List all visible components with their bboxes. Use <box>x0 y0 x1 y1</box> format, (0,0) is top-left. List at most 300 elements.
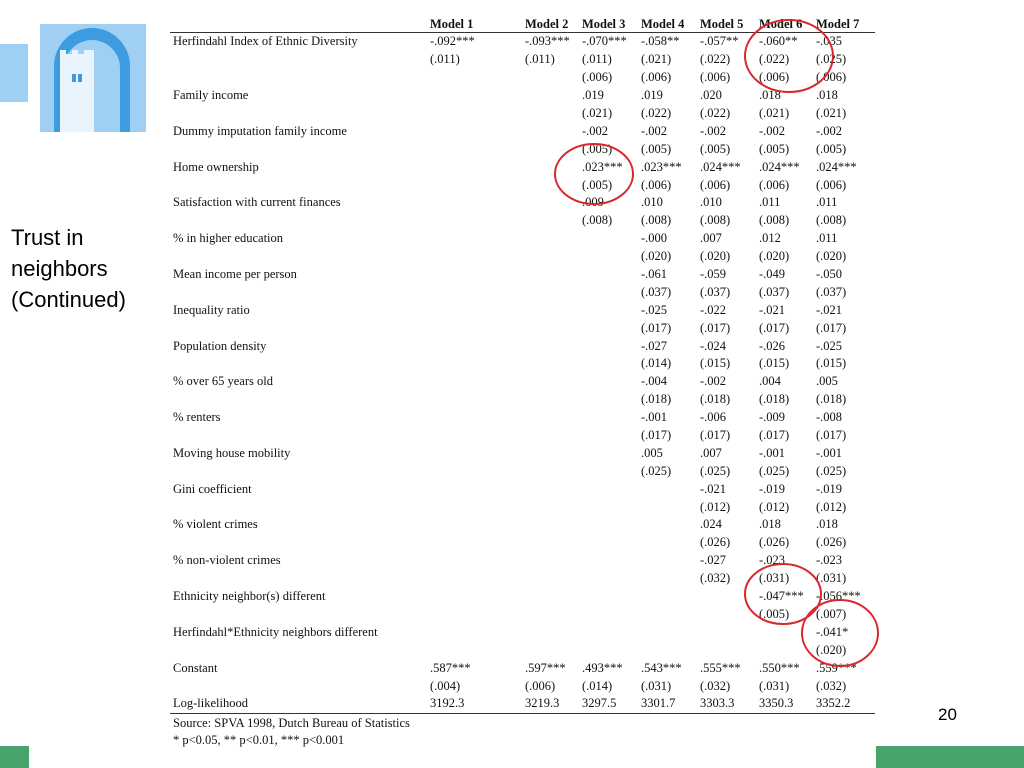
coefficient-cell <box>426 516 521 534</box>
coefficient-cell: -.056*** <box>816 589 861 604</box>
coefficient-cell <box>521 516 578 534</box>
coefficient-cell: (.005) <box>582 141 613 156</box>
coefficient-cell: -.006 <box>700 410 727 425</box>
coefficient-cell: (.025) <box>700 463 731 478</box>
table-row <box>170 266 875 284</box>
variable-label <box>170 212 426 230</box>
coefficient-cell <box>578 266 637 284</box>
coefficient-cell <box>578 606 637 624</box>
coefficient-cell <box>637 641 696 659</box>
coefficient-cell <box>426 606 521 624</box>
coefficient-cell <box>637 516 696 534</box>
coefficient-cell <box>521 498 578 516</box>
variable-label <box>170 283 426 301</box>
table-row <box>170 391 875 409</box>
coefficient-cell <box>578 355 637 373</box>
coefficient-cell <box>426 283 521 301</box>
coefficient-cell <box>521 444 578 462</box>
variable-label <box>170 677 426 695</box>
coefficient-cell <box>426 427 521 445</box>
coefficient-cell <box>426 248 521 266</box>
coefficient-cell <box>426 462 521 480</box>
coefficient-cell: .019 <box>641 88 663 103</box>
variable-label: Log-likelihood <box>170 695 426 713</box>
table-row <box>170 623 875 641</box>
coefficient-cell <box>426 623 521 641</box>
coefficient-cell: -.024 <box>700 338 727 353</box>
variable-label <box>170 248 426 266</box>
coefficient-cell: (.006) <box>525 678 556 693</box>
variable-label: Gini coefficient <box>173 481 252 496</box>
coefficient-cell: .004 <box>759 374 781 389</box>
coefficient-cell <box>521 606 578 624</box>
coefficient-cell: (.021) <box>582 106 613 120</box>
coefficient-cell: (.011) <box>525 52 555 67</box>
coefficient-cell: 3301.7 <box>637 695 696 713</box>
variable-label <box>170 641 426 659</box>
coefficient-cell: .018 <box>759 517 781 532</box>
coefficient-cell: -.070*** <box>582 34 627 49</box>
variable-label: Ethnicity neighbor(s) different <box>173 589 326 604</box>
coefficient-cell <box>637 498 696 516</box>
variable-label: % non-violent crimes <box>173 553 281 568</box>
coefficient-cell: .018 <box>759 88 781 103</box>
coefficient-cell <box>578 462 637 480</box>
coefficient-cell <box>755 623 812 641</box>
coefficient-cell: .018 <box>816 517 838 532</box>
table-row <box>170 373 875 391</box>
table-notes <box>173 715 410 749</box>
slide-title-line: neighbors <box>11 256 108 281</box>
slide-title-line: (Continued) <box>11 287 126 312</box>
coefficient-cell <box>426 391 521 409</box>
coefficient-cell: (.031) <box>759 571 790 586</box>
table-row <box>170 122 875 140</box>
coefficient-cell: (.020) <box>641 249 672 264</box>
coefficient-cell <box>521 194 578 212</box>
coefficient-cell <box>426 176 521 194</box>
coefficient-cell <box>637 480 696 498</box>
coefficient-cell: 3219.3 <box>521 695 578 713</box>
coefficient-cell: .011 <box>816 195 838 210</box>
coefficient-cell: (.006) <box>641 70 672 85</box>
coefficient-cell: .007 <box>700 231 722 246</box>
header-model: Model 7 <box>812 17 875 33</box>
coefficient-cell <box>637 588 696 606</box>
table-row <box>170 570 875 588</box>
variable-label: Inequality ratio <box>173 302 250 317</box>
table-row <box>170 194 875 212</box>
coefficient-cell <box>521 230 578 248</box>
coefficient-cell: -.002 <box>700 374 727 389</box>
variable-label <box>170 105 426 123</box>
variable-label: Dummy imputation family income <box>173 123 347 138</box>
table-row <box>170 319 875 337</box>
coefficient-cell: (.037) <box>759 284 790 299</box>
coefficient-cell: .587*** <box>430 660 471 675</box>
coefficient-cell <box>521 641 578 659</box>
variable-label <box>170 570 426 588</box>
coefficient-cell: (.004) <box>430 678 461 693</box>
coefficient-cell <box>578 248 637 266</box>
coefficient-cell <box>426 641 521 659</box>
variable-label <box>170 176 426 194</box>
coefficient-cell: (.037) <box>816 284 847 299</box>
coefficient-cell: -.061 <box>641 267 668 282</box>
footer-bar-right <box>876 746 1024 768</box>
coefficient-cell: (.017) <box>700 320 731 335</box>
header-model: Model 6 <box>755 17 812 33</box>
coefficient-cell: .555*** <box>700 660 741 675</box>
coefficient-cell: (.006) <box>816 177 847 192</box>
coefficient-cell: .024*** <box>700 159 741 174</box>
table-row <box>170 87 875 105</box>
coefficient-cell: (.005) <box>816 141 847 156</box>
coefficient-cell <box>696 606 755 624</box>
coefficient-cell: 3352.2 <box>812 695 875 713</box>
coefficient-cell: -.021 <box>759 302 786 317</box>
coefficient-cell <box>521 283 578 301</box>
table-row <box>170 659 875 677</box>
coefficient-cell: -.001 <box>759 445 786 460</box>
variable-label <box>170 498 426 516</box>
coefficient-cell <box>521 158 578 176</box>
coefficient-cell <box>426 355 521 373</box>
coefficient-cell <box>521 87 578 105</box>
coefficient-cell <box>578 391 637 409</box>
coefficient-cell: .011 <box>816 231 838 246</box>
variable-label: Moving house mobility <box>173 445 291 460</box>
coefficient-cell: (.006) <box>700 177 731 192</box>
coefficient-cell: -.002 <box>582 123 609 138</box>
coefficient-cell: .019 <box>582 88 604 103</box>
coefficient-cell <box>521 122 578 140</box>
header-model: Model 2 <box>521 17 578 33</box>
coefficient-cell: (.006) <box>759 70 790 85</box>
coefficient-cell: 3192.3 <box>426 695 521 713</box>
header-model: Model 4 <box>637 17 696 33</box>
table-row <box>170 677 875 695</box>
coefficient-cell: -.000 <box>641 231 668 246</box>
coefficient-cell <box>521 552 578 570</box>
table-row <box>170 462 875 480</box>
coefficient-cell: (.017) <box>759 428 790 443</box>
coefficient-cell <box>578 552 637 570</box>
variable-label: Satisfaction with current finances <box>173 195 341 210</box>
coefficient-cell: -.035 <box>816 34 843 49</box>
coefficient-cell: (.006) <box>816 70 847 85</box>
coefficient-cell <box>696 623 755 641</box>
coefficient-cell <box>426 570 521 588</box>
coefficient-cell: -.057** <box>700 34 739 49</box>
variable-label: Family income <box>173 88 249 103</box>
footer-bar-left <box>0 746 29 768</box>
coefficient-cell <box>578 409 637 427</box>
coefficient-cell: (.018) <box>816 392 847 407</box>
coefficient-cell: (.008) <box>641 213 672 228</box>
coefficient-cell <box>521 570 578 588</box>
variable-label: Herfindahl*Ethnicity neighbors different <box>173 624 378 639</box>
coefficient-cell: -.004 <box>641 374 668 389</box>
coefficient-cell <box>426 444 521 462</box>
coefficient-cell: (.017) <box>816 428 847 443</box>
coefficient-cell: (.020) <box>700 249 731 264</box>
coefficient-cell: (.014) <box>641 356 672 371</box>
variable-label <box>170 427 426 445</box>
coefficient-cell: -.001 <box>816 445 843 460</box>
coefficient-cell: (.012) <box>816 499 847 514</box>
coefficient-cell: -.023 <box>759 553 786 568</box>
coefficient-cell <box>521 373 578 391</box>
coefficient-cell <box>521 480 578 498</box>
coefficient-cell: .011 <box>759 195 781 210</box>
coefficient-cell <box>426 409 521 427</box>
coefficient-cell <box>521 409 578 427</box>
coefficient-cell: (.022) <box>759 52 790 67</box>
coefficient-cell: (.031) <box>816 571 847 586</box>
coefficient-cell <box>426 373 521 391</box>
coefficient-cell: .550*** <box>759 660 800 675</box>
table-row <box>170 498 875 516</box>
coefficient-cell: (.037) <box>700 284 731 299</box>
coefficient-cell: -.001 <box>641 410 668 425</box>
coefficient-cell: -.041* <box>816 624 849 639</box>
coefficient-cell: (.008) <box>759 213 790 228</box>
coefficient-cell <box>521 319 578 337</box>
coefficient-cell <box>521 427 578 445</box>
coefficient-cell <box>426 230 521 248</box>
coefficient-cell <box>521 337 578 355</box>
coefficient-cell <box>521 301 578 319</box>
coefficient-cell: -.002 <box>700 123 727 138</box>
coefficient-cell: (.007) <box>816 606 847 621</box>
coefficient-cell: (.026) <box>816 535 847 550</box>
coefficient-cell: .493*** <box>582 660 623 675</box>
coefficient-cell: (.012) <box>700 499 731 514</box>
table-row <box>170 51 875 69</box>
coefficient-cell <box>426 319 521 337</box>
coefficient-cell: -.049 <box>759 267 786 282</box>
coefficient-cell <box>521 212 578 230</box>
coefficient-cell: .024 <box>700 517 722 532</box>
coefficient-cell <box>578 534 637 552</box>
coefficient-cell: .023*** <box>641 159 682 174</box>
coefficient-cell: 3297.5 <box>578 695 637 713</box>
coefficient-cell: (.037) <box>641 284 672 299</box>
coefficient-cell: -.027 <box>641 338 668 353</box>
variable-label <box>170 606 426 624</box>
coefficient-cell: .597*** <box>525 660 566 675</box>
coefficient-cell: (.011) <box>430 52 460 67</box>
coefficient-cell <box>578 623 637 641</box>
table-row <box>170 355 875 373</box>
coefficient-cell <box>696 588 755 606</box>
table-row <box>170 33 875 51</box>
variable-label: Herfindahl Index of Ethnic Diversity <box>173 34 358 49</box>
coefficient-cell: (.025) <box>816 463 847 478</box>
coefficient-cell: (.017) <box>759 320 790 335</box>
tower-arch-logo-icon <box>0 14 150 134</box>
table-row <box>170 516 875 534</box>
coefficient-cell: (.032) <box>700 678 731 693</box>
coefficient-cell: -.002 <box>641 123 668 138</box>
coefficient-cell: .559*** <box>816 660 857 675</box>
coefficient-cell: (.026) <box>759 535 790 550</box>
coefficient-cell <box>521 462 578 480</box>
slide-title-line: Trust in <box>11 225 84 250</box>
coefficient-cell: -.059 <box>700 267 727 282</box>
coefficient-cell: .024*** <box>759 159 800 174</box>
coefficient-cell: (.018) <box>759 392 790 407</box>
coefficient-cell: (.021) <box>759 106 790 120</box>
coefficient-cell: (.006) <box>641 177 672 192</box>
table-row <box>170 641 875 659</box>
coefficient-cell <box>578 444 637 462</box>
coefficient-cell: (.008) <box>816 213 847 228</box>
table-row <box>170 409 875 427</box>
coefficient-cell: (.017) <box>641 320 672 335</box>
coefficient-cell: -.021 <box>700 481 727 496</box>
coefficient-cell: (.008) <box>582 213 613 228</box>
coefficient-cell: -.023 <box>816 553 843 568</box>
coefficient-cell: (.006) <box>700 70 731 85</box>
variable-label <box>170 391 426 409</box>
coefficient-cell: (.026) <box>700 535 731 550</box>
coefficient-cell <box>426 194 521 212</box>
coefficient-cell <box>578 480 637 498</box>
coefficient-cell: (.005) <box>641 141 672 156</box>
coefficient-cell <box>521 266 578 284</box>
coefficient-cell: -.019 <box>816 481 843 496</box>
coefficient-cell: (.005) <box>582 177 613 192</box>
coefficient-cell: (.020) <box>816 249 847 264</box>
coefficient-cell <box>578 498 637 516</box>
table-row <box>170 427 875 445</box>
coefficient-cell: .005 <box>816 374 838 389</box>
coefficient-cell <box>755 641 812 659</box>
table-header-row <box>170 17 875 33</box>
table-row <box>170 158 875 176</box>
coefficient-cell <box>578 427 637 445</box>
table-row <box>170 695 875 713</box>
coefficient-cell: (.022) <box>641 106 672 120</box>
table-row <box>170 283 875 301</box>
table-row <box>170 230 875 248</box>
coefficient-cell: -.002 <box>759 123 786 138</box>
coefficient-cell <box>521 140 578 158</box>
coefficient-cell <box>521 176 578 194</box>
coefficient-cell: (.025) <box>816 52 847 67</box>
coefficient-cell <box>426 588 521 606</box>
coefficient-cell: -.021 <box>816 302 843 317</box>
table-row <box>170 606 875 624</box>
coefficient-cell: .018 <box>816 88 838 103</box>
table-row <box>170 552 875 570</box>
coefficient-cell <box>521 588 578 606</box>
table-row <box>170 176 875 194</box>
coefficient-cell <box>578 337 637 355</box>
coefficient-cell: 3350.3 <box>755 695 812 713</box>
coefficient-cell: .543*** <box>641 660 682 675</box>
coefficient-cell: .020 <box>700 88 722 103</box>
coefficient-cell <box>578 588 637 606</box>
header-model: Model 3 <box>578 17 637 33</box>
significance-note: * p<0.05, ** p<0.01, *** p<0.001 <box>173 733 345 747</box>
coefficient-cell <box>521 105 578 123</box>
coefficient-cell: .010 <box>641 195 663 210</box>
coefficient-cell <box>578 301 637 319</box>
coefficient-cell <box>521 248 578 266</box>
variable-label <box>170 462 426 480</box>
coefficient-cell <box>637 570 696 588</box>
coefficient-cell: .023*** <box>582 159 623 174</box>
coefficient-cell: .024*** <box>816 159 857 174</box>
coefficient-cell <box>521 391 578 409</box>
coefficient-cell <box>426 480 521 498</box>
coefficient-cell: (.005) <box>700 141 731 156</box>
coefficient-cell: -.050 <box>816 267 843 282</box>
table-row <box>170 212 875 230</box>
table-row <box>170 588 875 606</box>
coefficient-cell: (.012) <box>759 499 790 514</box>
table-row <box>170 337 875 355</box>
coefficient-cell <box>578 570 637 588</box>
variable-label: % renters <box>173 410 221 425</box>
table-row <box>170 69 875 87</box>
table-row <box>170 480 875 498</box>
coefficient-cell <box>637 606 696 624</box>
variable-label <box>170 69 426 87</box>
coefficient-cell: (.032) <box>700 571 731 586</box>
coefficient-cell: (.006) <box>582 70 613 85</box>
coefficient-cell <box>426 266 521 284</box>
coefficient-cell: 3303.3 <box>696 695 755 713</box>
coefficient-cell <box>426 87 521 105</box>
coefficient-cell <box>578 641 637 659</box>
source-note: Source: SPVA 1998, Dutch Bureau of Statistics <box>173 716 410 730</box>
coefficient-cell: (.031) <box>759 678 790 693</box>
coefficient-cell <box>426 212 521 230</box>
table-body <box>170 33 875 714</box>
variable-label <box>170 51 426 69</box>
coefficient-cell <box>578 373 637 391</box>
coefficient-cell: (.025) <box>759 463 790 478</box>
variable-label: % over 65 years old <box>173 374 273 389</box>
coefficient-cell: .009 <box>582 195 604 210</box>
coefficient-cell <box>521 534 578 552</box>
coefficient-cell <box>426 534 521 552</box>
table-row <box>170 105 875 123</box>
coefficient-cell <box>426 498 521 516</box>
coefficient-cell: .005 <box>641 445 663 460</box>
coefficient-cell: .007 <box>700 445 722 460</box>
coefficient-cell: (.021) <box>641 52 672 67</box>
coefficient-cell: -.093*** <box>525 34 570 49</box>
variable-label <box>170 140 426 158</box>
coefficient-cell <box>578 230 637 248</box>
coefficient-cell: (.031) <box>641 678 672 693</box>
coefficient-cell: (.018) <box>641 392 672 407</box>
coefficient-cell: (.005) <box>759 606 790 621</box>
coefficient-cell <box>426 337 521 355</box>
coefficient-cell <box>426 140 521 158</box>
header-variable <box>170 17 426 33</box>
coefficient-cell: -.060** <box>759 34 798 49</box>
coefficient-cell <box>578 319 637 337</box>
table-row <box>170 444 875 462</box>
header-model: Model 5 <box>696 17 755 33</box>
coefficient-cell: (.006) <box>759 177 790 192</box>
